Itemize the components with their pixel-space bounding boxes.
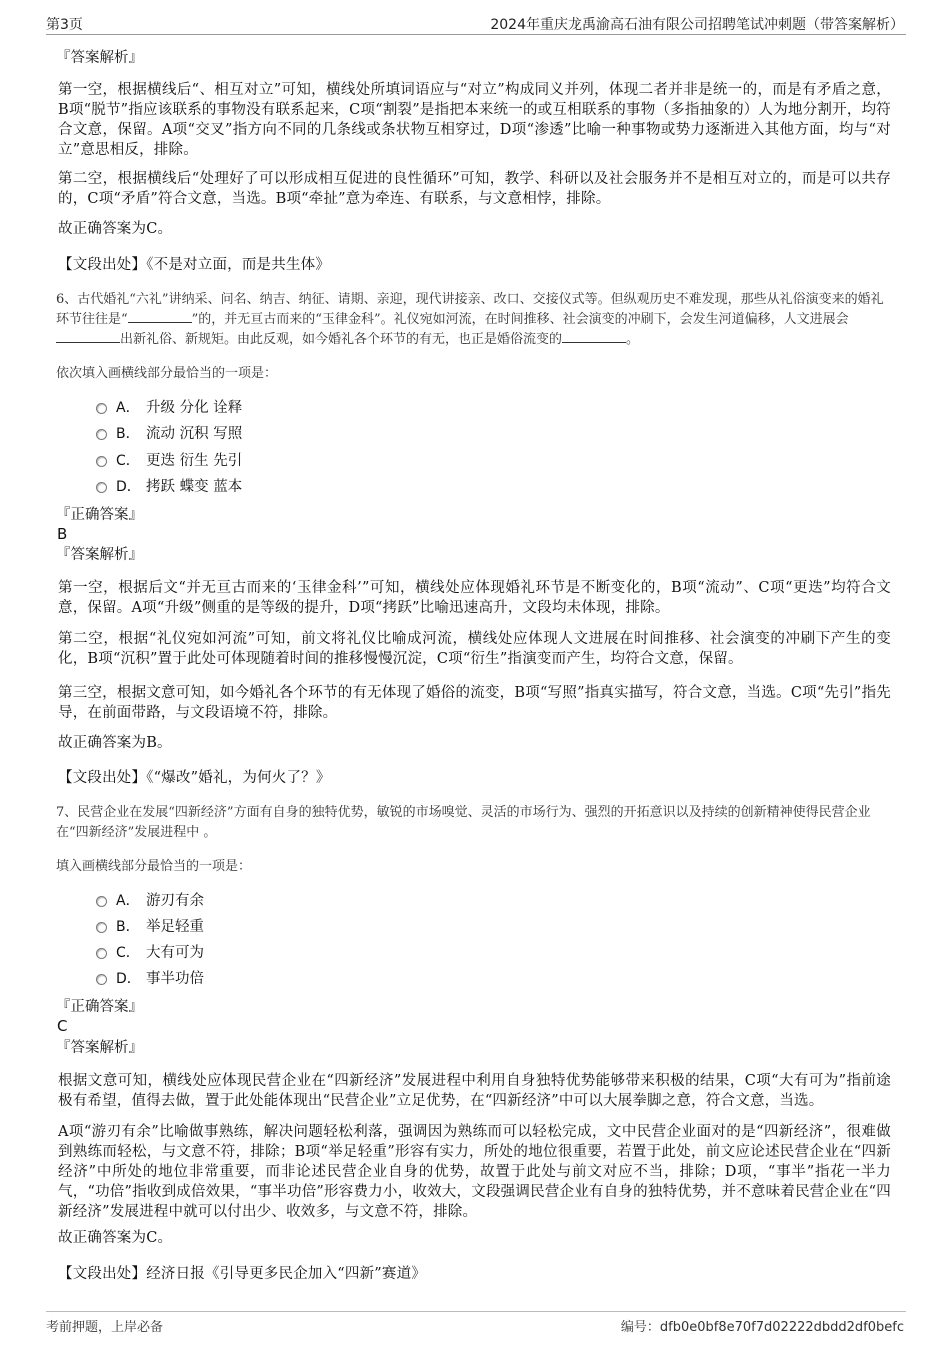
q5-analysis-paragraph-1: 第一空，根据横线后“、相互对立”可知，横线处所填词语应与“对立”构成同义并列，体现二者并非是统一的，而是有矛盾之意，B项“脱节”指应该联系的事物没有联系起来，C项“割裂”是指把本来统一的或互相联系的事物（多指抽象的）人为地分割开，均符合文意，保留。A项“交叉”指方向不同的几条线或条状物互相穿过，D项“渗透”比喻一种事物或势力逐渐进入其他方面，均与“对立”意思相反，排除。 — [58, 82, 891, 158]
document-id: 编号：dfb0e0bf8e70f7d02222dbdd2df0befc — [620, 1320, 904, 1335]
q6-option-b[interactable]: B． 流动 沉积 写照 — [96, 424, 242, 444]
q6-question-text: 6、古代婚礼“六礼”讲纳采、问名、纳吉、纳征、请期、亲迎，现代讲接亲、改口、交接仪式等。但纵观历史不难发现，那些从礼俗演变来的婚礼环节往往是“ ”的，并无亘古而来的“玉律金科”。礼仪宛如河流，在时间推移、社会演变的冲刷下，会发生河道偏移，人文进展会出新礼俗、新规矩。由此反观，如今婚礼各个环节的有无，也正是婚俗流变的 。 — [56, 292, 884, 347]
radio-icon[interactable] — [96, 456, 107, 467]
q6-option-c[interactable]: C． 更迭 衍生 先引 — [96, 451, 242, 471]
radio-icon[interactable] — [96, 896, 107, 907]
page-number: 第3页 — [46, 17, 83, 33]
q5-analysis-paragraph-2: 第二空，根据横线后“处理好了可以形成相互促进的良性循环”可知，教学、科研以及社会服务并不是相互对立的，而是可以共存的，C项“矛盾”符合文意，当选。B项“牵扯”意为牵连、有联系，与文意相悖，排除。 — [58, 171, 891, 207]
page-header — [46, 10, 906, 35]
q7-option-b[interactable]: B． 举足轻重 — [96, 917, 204, 937]
footer-slogan: 考前押题，上岸必备 — [46, 1320, 164, 1335]
q7-option-d[interactable]: D． 事半功倍 — [96, 969, 204, 989]
q7-analysis-paragraph-2: A项“游刃有余”比喻做事熟练，解决问题轻松利落，强调因为熟练而可以轻松完成，文中民营企业面对的是“四新经济”，很难做到熟练而轻松，与文意不符，排除；B项“举足轻重”形容有实力，所处的地位很重要，若置于此处，前文应论述民营企业在“四新经济”中所处的地位非常重要，而非论述民营企业自身的优势，故置于此处与前文对应不当，排除；D项，“事半”指花一半力气，“功倍”指收到成倍效果，“事半功倍”形容费力小，收效大，文段强调民营企业有自身的独特优势，并不意味着民营企业在“四新经济”发展进程中就可以付出少、收效多，与文意不符，排除。 — [58, 1124, 891, 1220]
answer-analysis-label: 『答案解析』 — [56, 50, 143, 66]
q6-source: 【文段出处】《“爆改”婚礼，为何火了？》 — [58, 770, 331, 786]
correct-answer-label: 『正确答案』 — [56, 507, 143, 523]
answer-analysis-label: 『答案解析』 — [56, 547, 143, 563]
radio-icon[interactable] — [96, 948, 107, 959]
radio-icon[interactable] — [96, 974, 107, 985]
blank-line — [562, 330, 626, 343]
page-footer — [46, 1311, 906, 1338]
q7-option-c[interactable]: C． 大有可为 — [96, 943, 204, 963]
q6-conclusion: 故正确答案为B。 — [58, 735, 172, 751]
q7-option-a[interactable]: A． 游刃有余 — [96, 891, 204, 911]
q7-conclusion: 故正确答案为C。 — [58, 1230, 173, 1246]
q7-analysis-paragraph-1: 根据文意可知，横线处应体现民营企业在“四新经济”发展进程中利用自身独特优势能够带来积极的结果，C项“大有可为”指前途极有希望，值得去做，置于此处能体现出“民营企业”立足优势，在“四新经济”中可以大展拳脚之意，符合文意，当选。 — [58, 1073, 891, 1109]
answer-analysis-label: 『答案解析』 — [56, 1040, 143, 1056]
radio-icon[interactable] — [96, 922, 107, 933]
radio-icon[interactable] — [96, 429, 107, 440]
q6-correct-answer: B — [57, 525, 68, 543]
q6-analysis-paragraph-1: 第一空，根据后文“并无亘古而来的‘玉律金科’”可知，横线处应体现婚礼环节是不断变化的，B项“流动”、C项“更迭”均符合文意，保留。A项“升级”侧重的是等级的提升，D项“拷跃”比喻迅速高升，文段均未体现，排除。 — [58, 580, 891, 616]
radio-icon[interactable] — [96, 482, 107, 493]
radio-icon[interactable] — [96, 403, 107, 414]
document-title: 2024年重庆龙禹渝高石油有限公司招聘笔试冲刺题（带答案解析） — [490, 17, 904, 33]
q7-source: 【文段出处】经济日报《引导更多民企加入“四新”赛道》 — [58, 1266, 427, 1282]
q6-analysis-paragraph-2: 第二空，根据“礼仪宛如河流”可知，前文将礼仪比喻成河流，横线处应体现人文进展在时间推移、社会演变的冲刷下产生的变化，B项“沉积”置于此处可体现随着时间的推移慢慢沉淀，C项“衍生”指演变而产生，均符合文意，保留。 — [58, 631, 891, 667]
q6-instruction: 依次填入画横线部分最恰当的一项是： — [56, 366, 278, 381]
q5-conclusion: 故正确答案为C。 — [58, 221, 173, 237]
q7-question-text: 7、民营企业在发展“四新经济”方面有自身的独特优势，敏锐的市场嗅觉、灵活的市场行为、强烈的开拓意识以及持续的创新精神使得民营企业在“四新经济”发展进程中 。 — [56, 805, 871, 840]
q7-correct-answer: C — [57, 1017, 68, 1035]
q5-source: 【文段出处】《不是对立面，而是共生体》 — [58, 257, 331, 273]
blank-line — [128, 310, 192, 323]
q6-analysis-paragraph-3: 第三空，根据文意可知，如今婚礼各个环节的有无体现了婚俗的流变，B项“写照”指真实描写，符合文意，当选。C项“先引”指先导，在前面带路，与文段语境不符，排除。 — [58, 685, 891, 721]
q7-instruction: 填入画横线部分最恰当的一项是： — [56, 859, 252, 874]
q6-option-d[interactable]: D． 拷跃 蝶变 蓝本 — [96, 477, 242, 497]
blank-line — [56, 330, 120, 343]
correct-answer-label: 『正确答案』 — [56, 999, 143, 1015]
q6-option-a[interactable]: A． 升级 分化 诠释 — [96, 398, 242, 418]
